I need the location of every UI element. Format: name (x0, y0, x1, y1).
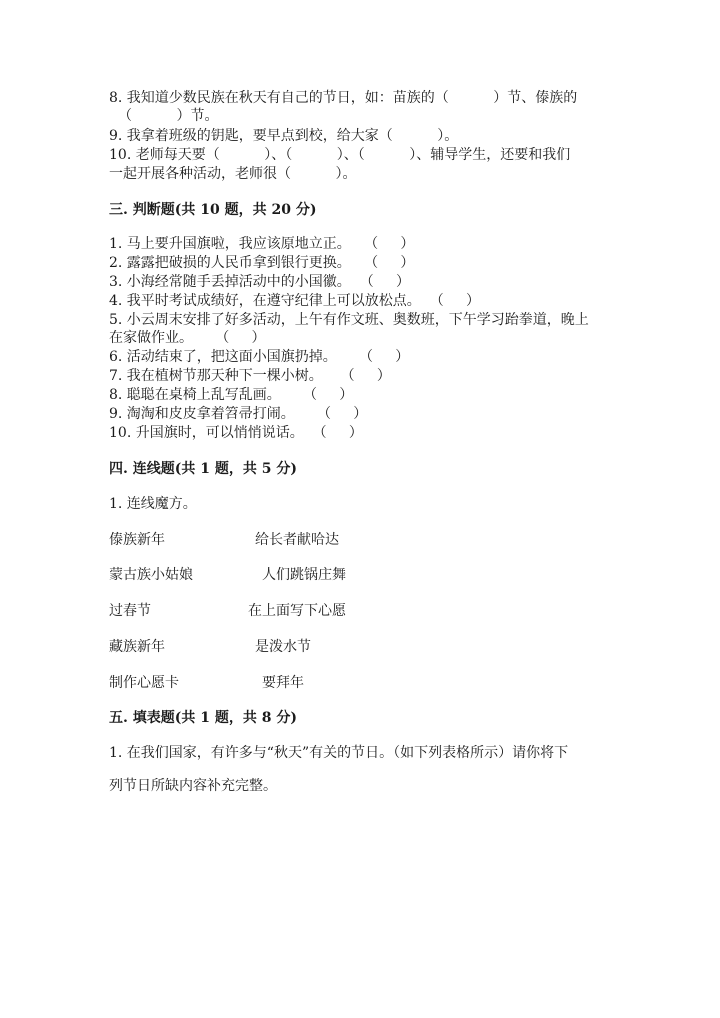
match-left-item: 藏族新年 (109, 639, 165, 655)
fill-question-10-line1: 10. 老师每天要（ ）、（ ）、（ ）、辅导学生，还要和我们 (109, 147, 571, 163)
match-right-item: 给长者献哈达 (255, 532, 339, 548)
judge-item: 2. 露露把破损的人民币拿到银行更换。 （ ） (109, 255, 415, 271)
match-left-item: 制作心愿卡 (109, 675, 179, 691)
judge-item: 1. 马上要升国旗啦，我应该原地立正。 （ ） (109, 236, 415, 252)
section-5-heading: 五. 填表题(共 1 题，共 8 分) (109, 710, 297, 726)
section-4-heading: 四. 连线题(共 1 题，共 5 分) (109, 461, 297, 477)
judge-item: 10. 升国旗时，可以悄悄说话。 （ ） (109, 425, 363, 441)
judge-item: 4. 我平时考试成绩好，在遵守纪律上可以放松点。 （ ） (109, 293, 480, 309)
judge-item: 9. 淘淘和皮皮拿着笤帚打闹。 （ ） (109, 406, 368, 422)
match-question: 1. 连线魔方。 (109, 496, 197, 512)
section-3-heading: 三. 判断题(共 10 题，共 20 分) (109, 202, 317, 218)
table-question-line1: 1. 在我们国家，有许多与“秋天”有关的节日。（如下列表格所示）请你将下 (109, 745, 569, 761)
match-left-item: 蒙古族小姑娘 (109, 567, 193, 583)
judge-item: 6. 活动结束了，把这面小国旗扔掉。 （ ） (109, 349, 410, 365)
judge-item: 8. 聪聪在桌椅上乱写乱画。 （ ） (109, 387, 354, 403)
match-right-item: 人们跳锅庄舞 (262, 567, 346, 583)
judge-item: 5. 小云周末安排了好多活动，上午有作文班、奥数班，下午学习跆拳道，晚上 (109, 312, 589, 328)
fill-question-10-line2: 一起开展各种活动，老师很（ ）。 (109, 166, 357, 182)
match-right-item: 在上面写下心愿 (248, 603, 346, 619)
match-right-item: 要拜年 (262, 675, 304, 691)
table-question-line2: 列节日所缺内容补充完整。 (109, 778, 277, 794)
judge-item: 3. 小海经常随手丢掉活动中的小国徽。 （ ） (109, 274, 410, 290)
match-left-item: 傣族新年 (109, 532, 165, 548)
fill-question-9: 9. 我拿着班级的钥匙，要早点到校，给大家（ ）。 (109, 128, 459, 144)
fill-question-8-line1: 8. 我知道少数民族在秋天有自己的节日，如：苗族的（ ）节、傣族的 (109, 90, 578, 106)
judge-item: 7. 我在植树节那天种下一棵小树。 （ ） (109, 368, 391, 384)
judge-item: 在家做作业。 （ ） (109, 330, 266, 346)
fill-question-8-line2: （ ）节。 (118, 108, 219, 124)
match-right-item: 是泼水节 (255, 639, 311, 655)
match-left-item: 过春节 (109, 603, 151, 619)
